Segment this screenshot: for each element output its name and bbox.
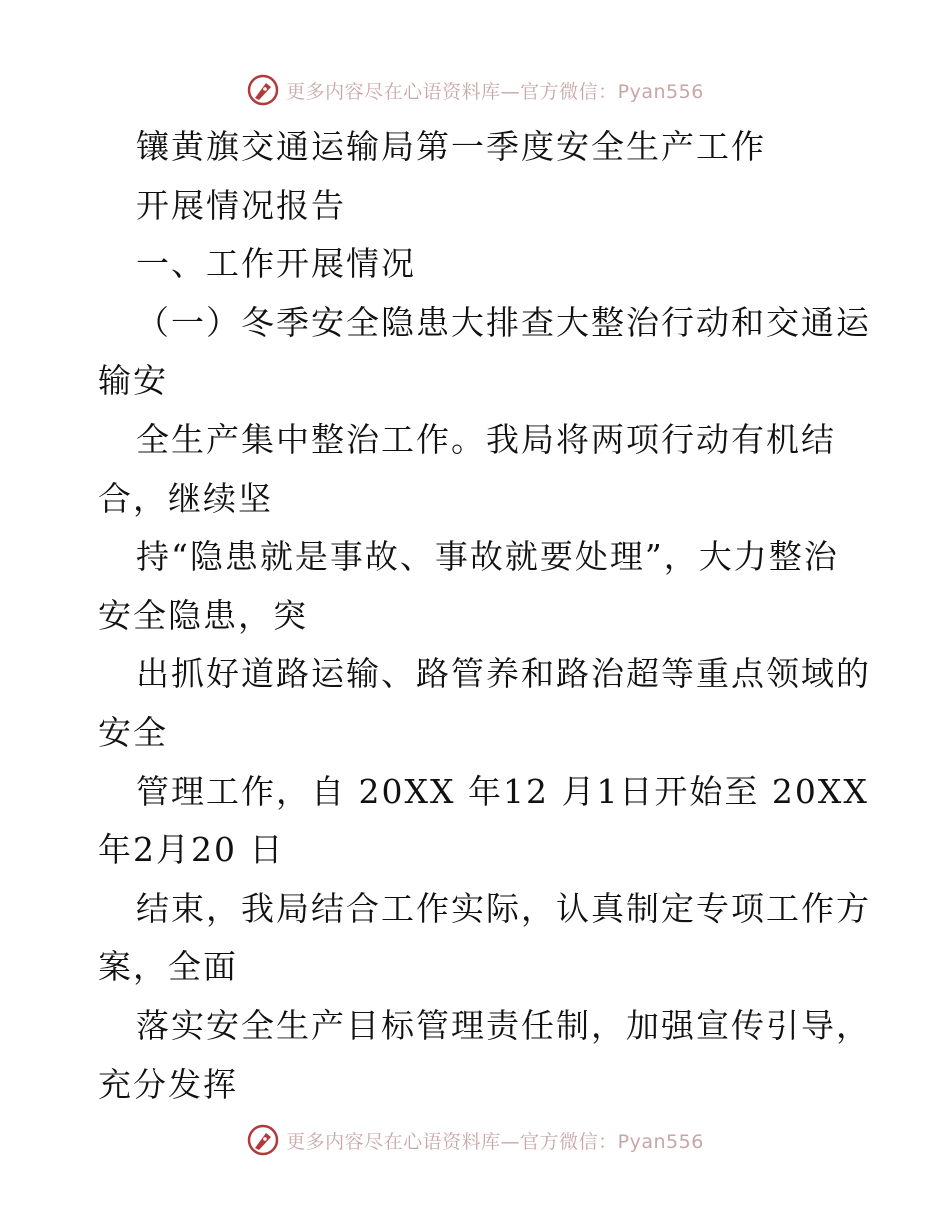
text-line: 镶黄旗交通运输局第一季度安全生产工作 (136, 127, 766, 166)
pen-nib-circle-icon (246, 73, 280, 107)
text-line: 年2月20 日 (98, 830, 285, 870)
watermark-text: 更多内容尽在心语资料库—官方微信：Pyan556 (286, 80, 704, 103)
text-line: 安全隐患，突 (98, 595, 308, 635)
text-line: 出抓好道路运输、路管养和路治超等重点领域的 (136, 654, 871, 694)
watermark-text: 更多内容尽在心语资料库—官方微信：Pyan556 (286, 1130, 704, 1153)
text-line: 合，继续坚 (98, 478, 273, 518)
text-line: 管理工作，自 20XX 年12 月1日开始至 20XX (136, 771, 869, 811)
document-body (98, 118, 871, 1114)
pen-nib-circle-icon (246, 1123, 280, 1157)
text-line: 安全 (98, 712, 168, 752)
text-line: （一）冬季安全隐患大排查大整治行动和交通运 (136, 302, 871, 342)
text-line: 开展情况报告 (136, 185, 346, 225)
text-line: 持“隐患就是事故、事故就要处理”，大力整治 (136, 537, 839, 577)
watermark-footer (0, 1120, 950, 1160)
text-line: 案，全面 (98, 947, 238, 987)
text-line: 落实安全生产目标管理责任制，加强宣传引导， (136, 1005, 871, 1045)
watermark-header (0, 70, 950, 110)
text-line: 结束，我局结合工作实际，认真制定专项工作方 (136, 888, 871, 928)
text-line: 输安 (98, 361, 168, 401)
text-line: 充分发挥 (98, 1064, 238, 1104)
text-line: 一、工作开展情况 (136, 244, 416, 284)
text-line: 全生产集中整治工作。我局将两项行动有机结 (136, 419, 836, 459)
